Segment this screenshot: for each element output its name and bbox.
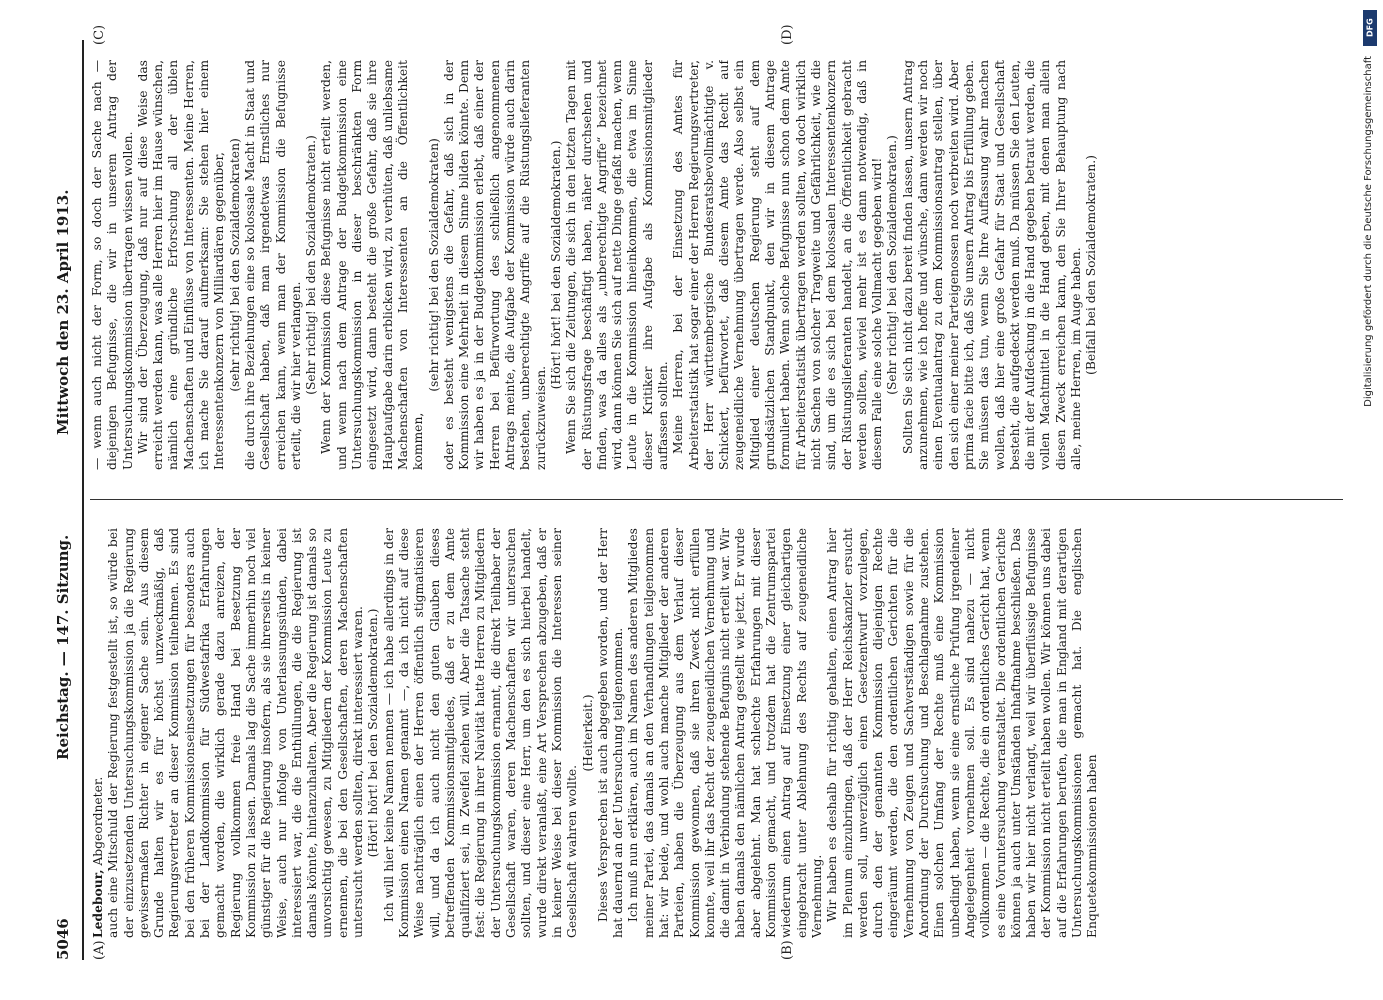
- margin-letter-d: (D): [780, 24, 795, 45]
- interjection: (Hört! hört! bei den Sozialdemokraten.): [548, 140, 563, 390]
- paragraph: Dieses Versprechen ist auch abgegeben worden, und der Herr hat dauernd an der Untersuchung teilgenommen.: [595, 528, 626, 938]
- column-divider: [90, 499, 1343, 500]
- speaker-line: [90, 528, 106, 938]
- paragraph: Ich will hier keine Namen nennen — ich habe allerdings in der Kommission einen Namen genannt —, da ich nicht auf diese Weise nachträglich einen der Herren öffentlich stigmatisieren will, und da ich auch nicht den guten Glauben dieses betreffenden Kommissionsmitgliedes, daß er zu dem Amte qualifiziert sei, in Zweifel ziehen will. Aber die Tatsache steht fest: die Regierung in ihrer Naivität hatte Herren zu Mitgliedern der Untersuchungskommission ernannt, die direkt Teilhaber der Gesellschaft waren, deren Machenschaften wir untersuchen sollten, und dieser eine Herr, um den es sich hierbei handelt, wurde direkt veranlaßt, eine Art Versprechen abzugeben, daß er in keiner Weise bei dieser Kommission die Interessen seiner Gesellschaft wahren wollte.: [381, 528, 580, 938]
- interjection: (sehr richtig! bei den Sozialdemokraten): [227, 138, 242, 392]
- dfg-logo-icon: DFG: [1363, 10, 1377, 46]
- paragraph: Ich muß nun erklären, auch im Namen des anderen Mitgliedes meiner Partei, das damals an den Verhandlungen teilgenommen hat: wir beide, und wohl auch manche Mitglieder der anderen Parteien, haben die Überzeugung aus dem Verlauf dieser Kommission gewonnen, daß sie ihren Zweck nicht erfüllen konnte, weil ihr das Recht der zeugeneidlichen Vernehmung und die damit in Verbindung stehende Befugnis nicht erteilt war. Wir haben damals den nämlichen Antrag gestellt wie jetzt. Er wurde aber abgelehnt. Man hat schlechte Erfahrungen mit dieser Kommission gemacht, und trotzdem hat die Zentrumspartei wiederum einen Antrag auf Einsetzung einer gleichartigen eingebracht unter Ablehnung des Rechts auf zeugeneidliche Vernehmung.: [626, 528, 824, 938]
- interjection: (Beifall bei den Sozialdemokraten.): [1084, 155, 1099, 375]
- paragraph: die durch ihre Beziehungen eine so kolossale Macht in Staat und Gesellschaft haben, daß man irgendetwas Ernstliches nur erreichen kann, wenn man der Kommission die Befugnisse erteilt, die wir hier verlangen.: [242, 60, 303, 470]
- paragraph: — wenn auch nicht der Form, so doch der Sache nach — diejenigen Befugnisse, die wir in unserem Antrag der Untersuchungskommission übertragen wissen wollen.: [90, 60, 135, 470]
- paragraph: Wir sind der Überzeugung, daß nur auf diese Weise das erreicht werden kann, was alle Herren hier im Hause wünschen, nämlich eine gründliche Erforschung all der üblen Machenschaften und Einflüsse von Interessenten. Meine Herren, ich mache Sie darauf aufmerksam: Sie stehen hier einem Interessentenkonzern von Milliardären gegenüber,: [135, 60, 227, 470]
- speaker-name: Ledebour,: [90, 869, 105, 938]
- interjection: (Heiterkeit.): [580, 694, 595, 772]
- paragraph: Wenn der Kommission diese Befugnisse nicht erteilt werden, und wenn nach dem Antrage der Budgetkommission eine Untersuchungskommission in dieser beschränkten Form eingesetzt wird, dann besteht die große Gefahr, daß sie ihre Hauptaufgabe darin erblicken wird, zu verhüten, daß unliebsame Machenschaften von Interessenten an die Öffentlichkeit kommen,: [319, 60, 426, 470]
- margin-letter-a: (A): [92, 940, 107, 960]
- speaker-role: Abgeordneter.: [91, 776, 105, 866]
- session-title: Reichstag. — 147. Sitzung.: [54, 534, 72, 760]
- left-column: [90, 528, 1343, 938]
- interjection: (Hört! hört! bei den Sozialdemokraten.): [366, 608, 381, 858]
- paragraph: Wir haben es deshalb für richtig gehalten, einen Antrag hier im Plenum einzubringen, daß der Herr Reichskanzler ersucht werden soll, unverzüglich einen Gesetzentwurf vorzulegen, durch den der genannten Kommission diejenigen Rechte eingeräumt werden, die den ordentlichen Gerichten für die Vernehmung von Zeugen und Sachverständigen sowie für die Anordnung der Durchsuchung und Beschlagnahme zustehen. Einen solchen Umfang der Rechte muß eine Kommission unbedingt haben, wenn sie eine ernstliche Prüfung irgendeiner Angelegenheit vornehmen soll. Es sind nahezu — nicht vollkommen — die Rechte, die ein ordentliches Gericht hat, wenn es eine Voruntersuchung veranstaltet. Die ordentlichen Gerichte können ja auch unter Umständen Inhaftnahme beschließen. Das haben wir hier nicht verlangt, weil wir überflüssige Befugnisse der Kommission nicht erteilt haben wollen. Wir können uns dabei auf die Erfahrungen berufen, die man in England mit derartigen Untersuchungskommissionen gemacht hat. Die englischen Enquetekommissionen haben: [825, 528, 1100, 938]
- session-date: Mittwoch den 23. April 1913.: [54, 189, 72, 435]
- interjection: (Sehr richtig! bei den Sozialdemokraten.): [304, 135, 319, 395]
- interjection: (Sehr richtig! bei den Sozialdemokraten.): [885, 135, 900, 395]
- right-column: [90, 60, 1343, 470]
- page-header: [52, 40, 84, 960]
- digitization-credit: [1363, 10, 1377, 990]
- paragraph: Wenn Sie sich die Zeitungen, die sich in den letzten Tagen mit der Rüstungsfrage beschäftigt haben, näher durchsehen und finden, was da alles als „unberechtigte Angriffe“ bezeichnet wird, dann können Sie sich auf nette Dinge gefaßt machen, wenn Leute in die Kommission hineinkommen, die etwa im Sinne dieser Kritiker ihre Aufgabe als Kommissionsmitglieder auffassen sollten.: [564, 60, 670, 470]
- margin-letter-c: (C): [92, 24, 107, 45]
- paragraph: Sollten Sie sich nicht dazu bereit finden lassen, unsern Antrag anzunehmen, wie ich hoffe und wünsche, dann werden wir noch einen Eventualantrag zu dem Kommissionsantrag stellen, über den sich einer meiner Parteigenossen noch verbreiten wird. Aber prima facie bitte ich, daß Sie unsern Antrag bis Erfüllung geben. Sie müssen das tun, wenn Sie Ihre Auffassung wahr machen wollen, daß hier eine große Gefahr für Staat und Gesellschaft besteht, die aufgedeckt werden muß. Da müssen Sie den Leuten, die mit der Aufdeckung in die Hand gegeben betraut werden, die vollen Machtmittel in die Hand geben, mit denen man allein diesen Zweck erreichen kann, den Sie Ihrer Behauptung nach alle, meine Herren, im Auge haben.: [900, 60, 1083, 470]
- paragraph: Meine Herren, bei der Einsetzung des Amtes für Arbeiterstatistik hat sogar einer der Herren Regierungsvertreter, der Herr württembergische Bundesratsbevollmächtigte v. Schickert, befürwortet, daß diesem Amte das Recht auf zeugeneidliche Vernehmung übertragen werde. Also selbst ein Mitglied einer deutschen Regierung steht auf dem grundsätzlichen Standpunkt, den wir in diesem Antrage formuliert haben. Wenn solche Befugnisse nun schon dem Amte für Arbeiterstatistik übertragen werden sollten, wo doch wirklich nicht Sachen von solcher Tragweite und Gefährlichkeit, wie die sind, um die es sich bei dem kolossalen Interessentenkonzern der Rüstungslieferanten handelt, an die Öffentlichkeit gebracht werden sollten, wieviel mehr ist es dann notwendig, daß in diesem Falle eine solche Vollmacht gegeben wird!: [671, 60, 885, 470]
- paragraph: oder es besteht wenigstens die Gefahr, daß sich in der Kommission eine Mehrheit in diesem Sinne bilden könnte. Denn wir haben es ja in der Budgetkommission erlebt, daß einer der Herren bei Befürwortung des schließlich angenommenen Antrags meinte, die Aufgabe der Kommission würde auch darin bestehen, unberechtigte Angriffe auf die Rüstungslieferanten zurückzuweisen.: [441, 60, 548, 470]
- margin-letter-b: (B): [780, 940, 795, 960]
- paragraph: auch eine Mitschuld der Regierung festgestellt ist, so würde bei der einzusetzenden Untersuchungskommission ja die Regierung gewissermaßen Richter in eigener Sache sein. Aus diesem Grunde halten wir es für höchst unzweckmäßig, daß Regierungsvertreter an dieser Kommission teilnehmen. Es sind bei den früheren Kommissionseinsetzungen für besonders auch bei der Landkommission für Südwestafrika Erfahrungen gemacht worden, die wirklich gerade dazu anreizen, der Regierung vollkommen freie Hand bei Besetzung der Kommission zu lassen. Damals lag die Sache immerhin noch viel günstiger für die Regierung insofern, als sie ihrerseits in keiner Weise, auch nur infolge von Unterlassungssünden, dabei interessiert war, die die Enthüllungen, die die Regierung ist damals könnte, hintanzuhalten. Aber die Regierung ist damals so unvorsichtig gewesen, zu Mitgliedern der Kommission Leute zu ernennen, die bei den Gesellschaften, deren Machenschaften untersucht werden sollten, direkt interessiert waren.: [106, 528, 366, 938]
- page-number: 5046: [54, 918, 72, 960]
- interjection: (sehr richtig! bei den Sozialdemokraten): [426, 138, 441, 392]
- credit-text: Digitalisierung gefördert durch die Deutsche Forschungsgemeinschaft: [1363, 56, 1374, 407]
